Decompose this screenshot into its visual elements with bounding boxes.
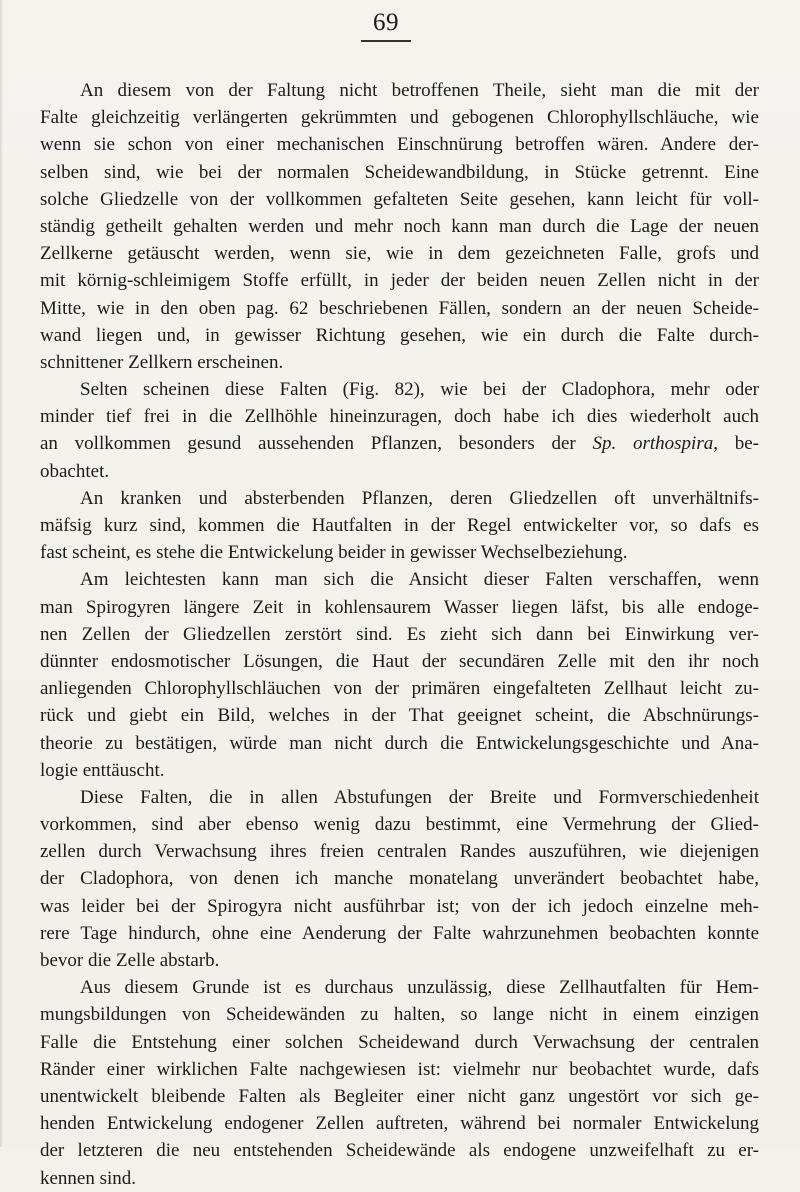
text-line: wenn sie schon von einer mechanischen Einschnürung betroffen wären. Andere der- <box>40 134 759 156</box>
text-line: Falte gleichzeitig verlängerten gekrümmten und gebogenen Chlorophyllschläuche, wie <box>40 107 759 129</box>
text-line: obachtet. <box>40 460 110 482</box>
page-number: 69 <box>373 9 399 36</box>
text-line: mäfsig kurz sind, kommen die Hautfalten in der Regel entwickelter vor, so dafs es <box>40 515 759 536</box>
text-line: der Cladophora, von denen ich manche monatelang unverändert beobachtet habe, <box>40 868 759 890</box>
text-line: Diese Falten, die in allen Abstufungen der Breite und Formverschiedenheit <box>80 786 759 808</box>
paragraph-3 <box>40 485 759 567</box>
text-line: vorkommen, sind aber ebenso wenig dazu bestimmt, eine Vermehrung der Glied- <box>40 814 759 836</box>
text-line: Aus diesem Grunde ist es durchaus unzulässig, diese Zellhautfalten für Hem- <box>80 977 759 999</box>
text-line: ständig getheilt gehalten werden und mehr noch kann man durch die Lage der neuen <box>40 215 759 237</box>
paragraph-2 <box>40 376 759 485</box>
text-line: Ränder einer wirklichen Falte nachgewiesen ist: vielmehr nur beobachtet wurde, dafs <box>40 1058 759 1080</box>
text-line: mit körnig-schleimigem Stoffe erfüllt, in jeder der beiden neuen Zellen nicht in der <box>40 270 759 292</box>
text-segment: an vollkommen gesund aussehenden Pflanzen, besonders der <box>40 433 593 455</box>
text-line: henden Entwickelung endogener Zellen auftreten, während bei normaler Entwickelung <box>40 1113 759 1135</box>
paragraph-4 <box>40 566 759 784</box>
text-line: dünnter endosmotischer Lösungen, die Haut der secundären Zelle mit den ihr noch <box>40 650 759 672</box>
text-line: Falle die Entstehung einer solchen Scheidewand durch Verwachsung der centralen <box>40 1031 759 1053</box>
text-line: was leider bei der Spirogyra nicht ausführbar ist; von der ich jedoch einzelne meh- <box>40 895 759 917</box>
paragraph-6 <box>40 974 759 1192</box>
text-line: logie enttäuscht. <box>40 759 165 781</box>
page-left-edge-shadow <box>0 0 3 1147</box>
text-line: Zellkerne getäuscht werden, wenn sie, wie in dem gezeichneten Falle, grofs und <box>40 243 759 265</box>
text-line: unentwickelt bleibende Falten als Begleiter einer nicht ganz ungestört vor sich ge- <box>40 1085 759 1107</box>
text-line: anliegenden Chlorophyllschläuchen von der primären eingefalteten Zellhaut leicht zu- <box>40 678 759 700</box>
paragraph-1 <box>40 77 759 376</box>
text-line: selben sind, wie bei der normalen Scheidewandbildung, in Stücke getrennt. Eine <box>40 161 759 183</box>
text-segment: , be- <box>713 433 759 455</box>
text-line: fast scheint, es stehe die Entwickelung beider in gewisser Wechselbeziehung. <box>40 542 628 564</box>
text-line: mungsbildungen von Scheidewänden zu halten, so lange nicht in einem einzigen <box>40 1004 759 1026</box>
text-line: rück und giebt ein Bild, welches in der That geeignet scheint, die Abschnürungs- <box>40 705 759 727</box>
text-line: theorie zu bestätigen, würde man nicht durch die Entwickelungsgeschichte und Ana- <box>40 732 759 754</box>
text-line: Am leichtesten kann man sich die Ansicht dieser Falten verschaffen, wenn <box>80 569 759 591</box>
text-line: Mitte, wie in den oben pag. 62 beschriebenen Fällen, sondern an der neuen Scheide- <box>40 297 759 319</box>
text-line: wand liegen und, in gewisser Richtung gesehen, wie ein durch die Falte durch- <box>40 324 759 346</box>
body-text <box>40 77 759 1192</box>
text-line: nen Zellen der Gliedzellen zerstört sind. Es zieht sich dann bei Einwirkung ver- <box>40 623 759 645</box>
text-line: An kranken und absterbenden Pflanzen, deren Gliedzellen oft unverhältnifs- <box>80 487 759 509</box>
text-line: schnittener Zellkern erscheinen. <box>40 351 284 373</box>
species-name-italic: Sp. orthospira <box>592 433 714 455</box>
page-number-underline <box>361 40 411 42</box>
text-line: rere Tage hindurch, ohne eine Aenderung der Falte wahrzunehmen beobachten konnte <box>40 922 759 944</box>
text-line: solche Gliedzelle von der vollkommen gefalteten Seite gesehen, kann leicht für voll- <box>40 188 759 210</box>
text-line: bevor die Zelle abstarb. <box>40 950 220 971</box>
text-line: An diesem von der Faltung nicht betroffenen Theile, sieht man die mit der <box>80 80 759 101</box>
text-line: Selten scheinen diese Falten (Fig. 82), wie bei der Cladophora, mehr oder <box>80 379 759 401</box>
text-line: zellen durch Verwachsung ihres freien centralen Randes auszuführen, wie diejenigen <box>40 841 759 863</box>
text-line-with-italic <box>40 430 759 457</box>
paragraph-5 <box>40 784 759 974</box>
text-line: man Spirogyren längere Zeit in kohlensaurem Wasser liegen läfst, bis alle endoge- <box>40 596 759 618</box>
text-line: minder tief frei in die Zellhöhle hineinzuragen, doch habe ich dies wiederholt auch <box>40 406 759 428</box>
text-line: der letzteren die neu entstehenden Scheidewände als endogene unzweifelhaft zu er- <box>40 1140 759 1162</box>
text-line: kennen sind. <box>40 1167 137 1189</box>
